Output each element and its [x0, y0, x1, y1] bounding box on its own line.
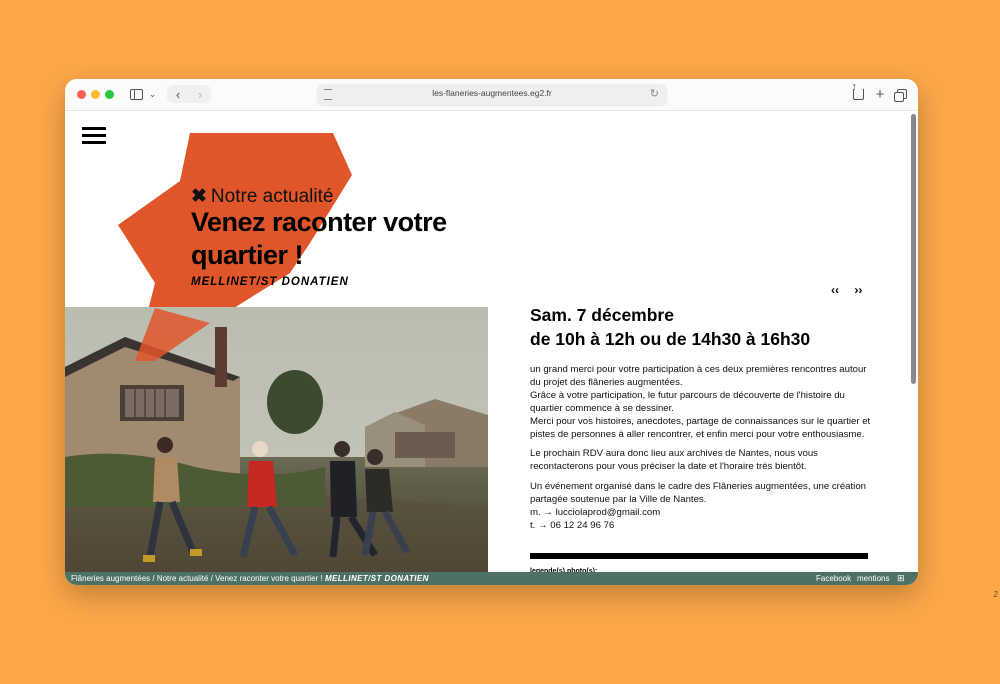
sidebar-toggle-button[interactable] [125, 85, 161, 103]
breadcrumb: Flâneries augmentées / Notre actualité / Venez raconter votre quartier ! MELLINET/ST DONATIEN [71, 574, 429, 583]
next-article-link[interactable]: ›› [854, 283, 863, 297]
browser-toolbar [65, 79, 918, 111]
reload-icon[interactable]: ↻ [649, 88, 659, 100]
share-icon [853, 89, 864, 100]
page-scrollbar[interactable] [911, 114, 916, 384]
event-date-day: Sam. 7 décembre [530, 305, 674, 325]
breadcrumb-home-link[interactable]: Flâneries augmentées [71, 574, 151, 583]
site-footer [65, 572, 918, 585]
article-title: Venez raconter votre quartier ! [191, 207, 447, 270]
email-link[interactable]: m. → lucciolaprod@gmail.com [530, 507, 661, 519]
address-bar[interactable] [317, 84, 667, 105]
section-divider [530, 553, 868, 559]
event-date [530, 303, 810, 351]
facebook-link[interactable]: Facebook [816, 574, 852, 583]
article-pager [831, 283, 874, 297]
breadcrumb-news-link[interactable]: Notre actualité [156, 574, 209, 583]
corner-number: 2 [993, 590, 998, 599]
cross-icon: ✖ [191, 186, 207, 207]
back-icon[interactable]: ‹ [175, 86, 181, 102]
phone-link[interactable]: t. → 06 12 24 96 76 [530, 519, 615, 531]
breadcrumb-current: Venez raconter votre quartier ! [215, 574, 323, 583]
section-kicker [191, 185, 333, 208]
history-nav [167, 85, 211, 103]
article-paragraph: un grand merci pour votre participation à ces deux premières rencontres autour du projet des flâneries augmentées. Grâce à votre participation, le futur parcours de découverte de l'histoire du quartier commence à se dessiner. Merci pour vos histoires, anecdotes, partage de connaissances sur le quartier et pistes de personnes à aller rencontrer, et enfin merci pour votre enthousiasme. [530, 364, 871, 440]
article-paragraph: Un événement organisé dans le cadre des Flâneries augmentées, une création partagée soutenue par la Ville de Nantes. m. → lucciolaprod@gmail.com t. → 06 12 24 96 76 [530, 481, 866, 531]
article-photo [65, 307, 488, 575]
browser-window [65, 79, 918, 585]
article-subtitle: MELLINET/ST DONATIEN [191, 276, 349, 288]
article-paragraph: Le prochain RDV aura donc lieu aux archives de Nantes, nous vous recontacterons pour vous préciser la date et l'horaire très bientôt. [530, 448, 818, 473]
event-date-hours: de 10h à 12h ou de 14h30 à 16h30 [530, 329, 811, 349]
sidebar-icon [130, 89, 143, 100]
grid-logo-icon[interactable]: ⊞ [897, 573, 905, 583]
breadcrumb-neighbourhood: MELLINET/ST DONATIEN [324, 574, 429, 583]
new-tab-button[interactable] [871, 85, 889, 103]
plus-icon: + [875, 85, 885, 103]
web-page [65, 111, 918, 585]
share-button[interactable] [849, 85, 867, 103]
article-body [530, 364, 875, 540]
previous-article-link[interactable]: ‹‹ [831, 283, 839, 297]
mentions-link[interactable]: mentions [857, 574, 890, 583]
photo-walkers-image [65, 307, 488, 575]
url-text[interactable]: les-flaneries-augmentees.eg2.fr [432, 88, 552, 98]
kicker-label: Notre actualité [210, 186, 334, 207]
tabs-icon [897, 89, 907, 99]
close-window-button[interactable] [77, 90, 86, 99]
minimize-window-button[interactable] [91, 90, 100, 99]
chevron-down-icon: ⌄ [148, 88, 157, 99]
zoom-window-button[interactable] [105, 90, 114, 99]
forward-icon[interactable]: › [197, 86, 203, 102]
tab-overview-button[interactable] [893, 85, 911, 103]
